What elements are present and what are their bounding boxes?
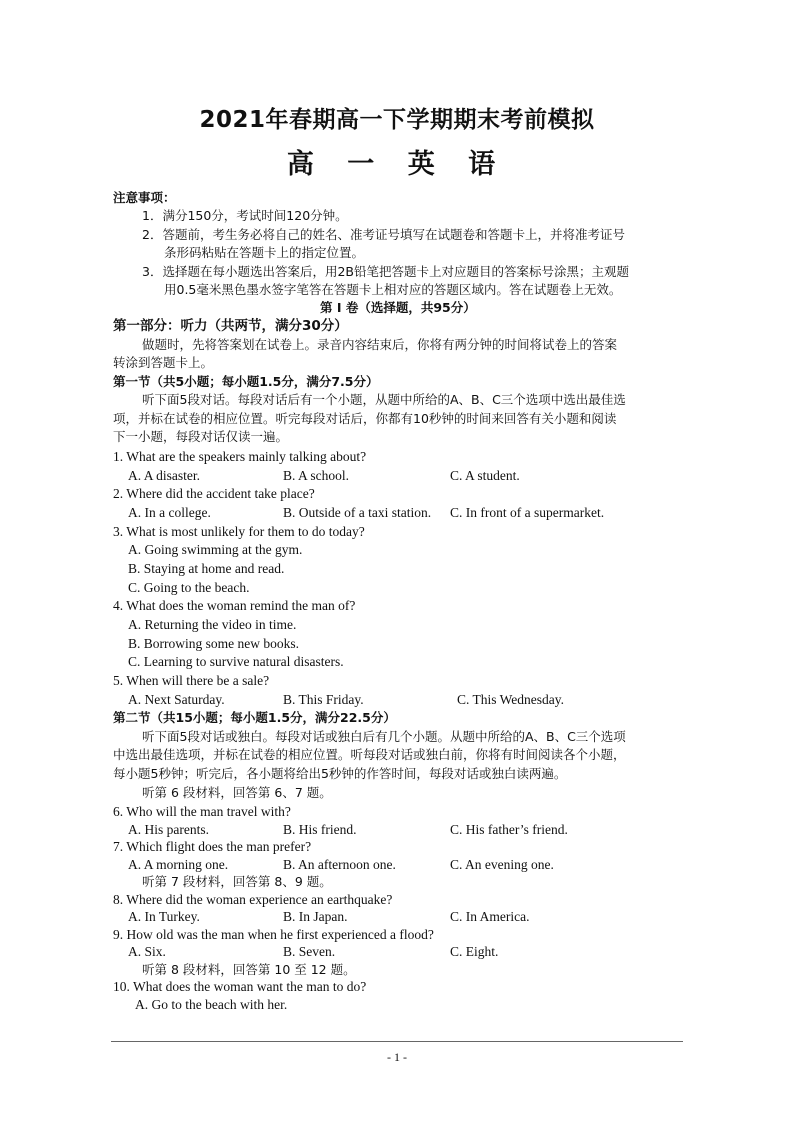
- question-stem: 7. Which flight does the man prefer?: [113, 839, 312, 854]
- option-b: B. Staying at home and read.: [128, 561, 285, 576]
- material-instruction: 听第 8 段材料，回答第 10 至 12 题。: [142, 962, 356, 977]
- notice-item: 用0.5毫米黑色墨水签字笔答在答题卡上相对应的答题区域内。答在试题卷上无效。: [164, 282, 622, 297]
- option-a: A. His parents.: [128, 822, 209, 837]
- section1-intro: 听下面5段对话。每段对话后有一个小题，从题中所给的A、B、C三个选项中选出最佳选: [142, 392, 626, 407]
- option-c: C. An evening one.: [450, 857, 554, 872]
- material-instruction: 听第 7 段材料，回答第 8、9 题。: [142, 874, 332, 889]
- option-a: A. Going swimming at the gym.: [128, 542, 303, 557]
- option-a: A. In Turkey.: [128, 909, 200, 924]
- question-stem: 10. What does the woman want the man to do?: [113, 979, 367, 994]
- section2-intro: 中选出最佳选项，并标在试卷的相应位置。听每段对话或独白前，你将有时间阅读各个小题，: [113, 747, 626, 762]
- option-b: B. This Friday.: [283, 692, 364, 707]
- question-stem: 5. When will there be a sale?: [113, 673, 270, 688]
- option-b: B. Seven.: [283, 944, 336, 959]
- option-b: B. His friend.: [283, 822, 357, 837]
- question-stem: 3. What is most unlikely for them to do today?: [113, 524, 365, 539]
- option-c: C. In front of a supermarket.: [450, 505, 605, 520]
- page-number: - 1 -: [387, 1050, 407, 1064]
- part1-intro: 转涂到答题卡上。: [113, 355, 214, 370]
- question-stem: 2. Where did the accident take place?: [113, 486, 315, 501]
- option-c: C. His father’s friend.: [450, 822, 568, 837]
- section1-intro: 项，并标在试卷的相应位置。听完每段对话后，你都有10秒钟的时间来回答有关小题和阅读: [113, 411, 617, 426]
- option-c: C. Learning to survive natural disasters.: [128, 654, 344, 669]
- option-c: C. In America.: [450, 909, 530, 924]
- question-stem: 8. Where did the woman experience an earthquake?: [113, 892, 393, 907]
- section1-intro: 下一小题，每段对话仅读一遍。: [113, 429, 289, 444]
- option-a: A. Go to the beach with her.: [135, 997, 288, 1012]
- material-instruction: 听第 6 段材料，回答第 6、7 题。: [142, 785, 332, 800]
- option-b: B. An afternoon one.: [283, 857, 396, 872]
- notice-item: 条形码粘贴在答题卡上的指定位置。: [164, 245, 365, 260]
- section1-heading: 第一节（共5小题；每小题1.5分，满分7.5分）: [113, 374, 379, 389]
- subject-title: 高 一 英 语: [286, 149, 508, 180]
- section2-intro: 每小题5秒钟；听完后，各小题将给出5秒钟的作答时间，每段对话或独白读两遍。: [113, 766, 567, 781]
- notice-heading: 注意事项：: [113, 190, 176, 205]
- question-stem: 6. Who will the man travel with?: [113, 804, 291, 819]
- option-a: A. Six.: [128, 944, 166, 959]
- option-a: A. A disaster.: [128, 468, 201, 483]
- question-stem: 4. What does the woman remind the man of?: [113, 598, 356, 613]
- exam-title: 2021年春期高一下学期期末考前模拟: [199, 107, 595, 133]
- notice-item: 2．答题前，考生务必将自己的姓名、准考证号填写在试题卷和答题卡上，并将准考证号: [142, 227, 625, 242]
- option-b: B. A school.: [283, 468, 350, 483]
- option-c: C. This Wednesday.: [457, 692, 565, 707]
- volume-title: 第 Ⅰ 卷（选择题，共95分）: [320, 300, 476, 315]
- option-c: C. Eight.: [450, 944, 499, 959]
- part1-intro: 做题时，先将答案划在试卷上。录音内容结束后，你将有两分钟的时间将试卷上的答案: [142, 337, 618, 352]
- option-a: A. A morning one.: [128, 857, 229, 872]
- section2-intro: 听下面5段对话或独白。每段对话或独白后有几个小题。从题中所给的A、B、C三个选项: [142, 729, 626, 744]
- option-a: A. Next Saturday.: [128, 692, 225, 707]
- section2-heading: 第二节（共15小题；每小题1.5分，满分22.5分）: [113, 710, 396, 725]
- notice-item: 3．选择题在每小题选出答案后，用2B铅笔把答题卡上对应题目的答案标号涂黑；主观题: [142, 264, 629, 279]
- option-c: C. A student.: [450, 468, 520, 483]
- question-stem: 9. How old was the man when he first experienced a flood?: [113, 927, 434, 942]
- option-b: B. Outside of a taxi station.: [283, 505, 432, 520]
- option-a: A. Returning the video in time.: [128, 617, 297, 632]
- footer-divider: [111, 1041, 683, 1042]
- option-c: C. Going to the beach.: [128, 580, 250, 595]
- option-b: B. In Japan.: [283, 909, 348, 924]
- option-a: A. In a college.: [128, 505, 211, 520]
- option-b: B. Borrowing some new books.: [128, 636, 299, 651]
- question-stem: 1. What are the speakers mainly talking about?: [113, 449, 367, 464]
- part1-heading: 第一部分：听力（共两节，满分30分）: [113, 318, 348, 334]
- notice-item: 1．满分150分，考试时间120分钟。: [142, 208, 348, 223]
